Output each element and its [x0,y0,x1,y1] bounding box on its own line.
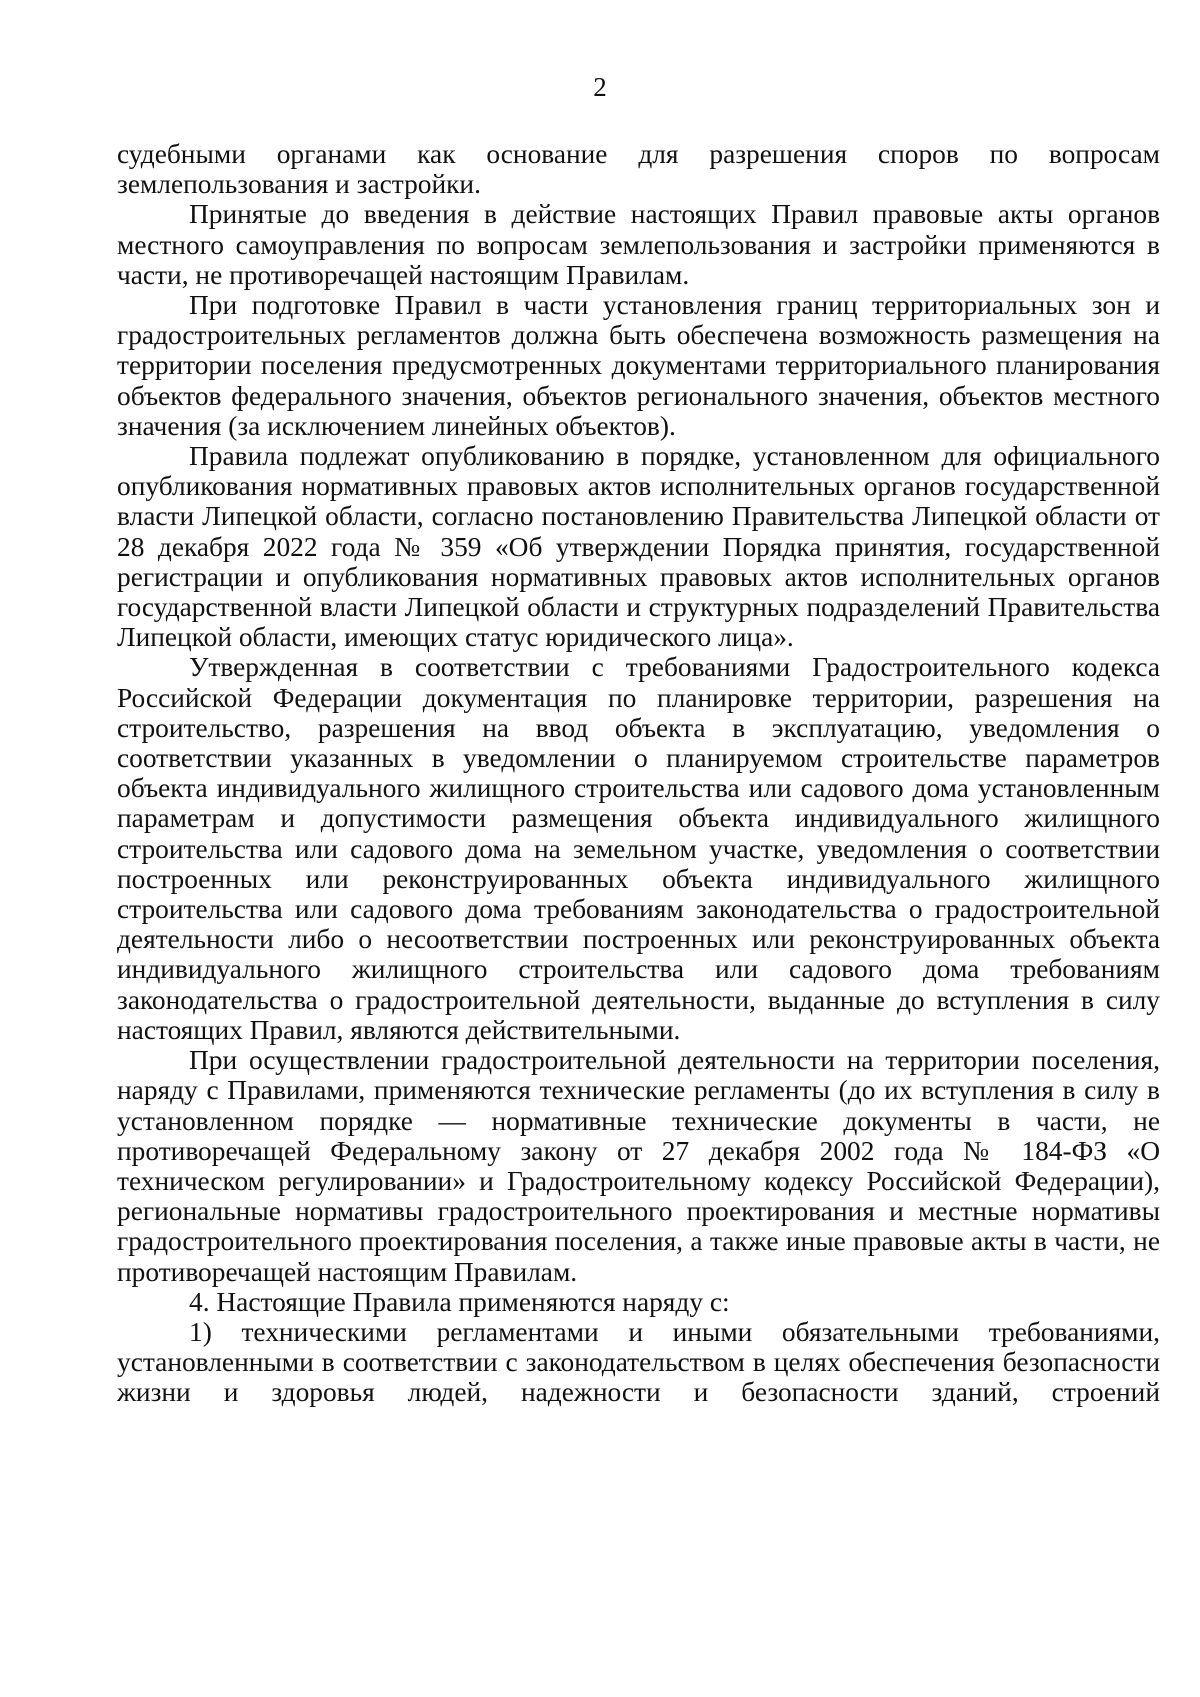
paragraph-continuation: судебными органами как основание для разрешения споров по вопросам землепользования и застройки. [117,139,1160,200]
paragraph-validity-of-documents: Утвержденная в соответствии с требованиями Градостроительного кодекса Российской Федерации документация по планировке территории, разрешения на строительство, разрешения на ввод объекта в эксплуатацию, уведомления о соответствии указанных в уведомлении о планируемом строительстве параметров объекта индивидуального жилищного строительства или садового дома установленным параметрам и допустимости размещения объекта индивидуального жилищного строительства или садового дома на земельном участке, уведомления о соответствии построенных или реконструированных объекта индивидуального жилищного строительства или садового дома требованиям законодательства о градостроительной деятельности либо о несоответствии построенных или реконструированных объекта индивидуального жилищного строительства или садового дома требованиям законодательства о градостроительной деятельности, выданные до вступления в силу настоящих Правил, являются действительными. [117,652,1160,1045]
page-number: 2 [593,72,607,102]
paragraph-publication: Правила подлежат опубликованию в порядке, установленном для официального опубликования нормативных правовых актов исполнительных органов государственной власти Липецкой области, согласно постановлению Правительства Липецкой области от 28 декабря 2022 года № 359 «Об утверждении Порядка принятия, государственной регистрации и опубликования нормативных правовых актов исполнительных органов государственной власти Липецкой области и структурных подразделений Правительства Липецкой области, имеющих статус юридического лица». [117,441,1160,653]
paragraph-legal-acts: Принятые до введения в действие настоящих Правил правовые акты органов местного самоуправления по вопросам землепользования и застройки применяются в части, не противоречащей настоящим Правилам. [117,199,1160,290]
paragraph-subitem-1: 1) техническими регламентами и иными обязательными требованиями, установленными в соответствии с законодательством в целях обеспечения безопасности жизни и здоровья людей, надежности и безопасности зданий, строений [117,1316,1160,1408]
paragraph-item-4: 4. Настоящие Правила применяются наряду с: [189,1286,730,1317]
document-body [117,139,1160,1408]
paragraph-technical-regulations: При осуществлении градостроительной деятельности на территории поселения, наряду с Правилами, применяются технические регламенты (до их вступления в силу в установленном порядке — нормативные технические документы в части, не противоречащей Федеральному закону от 27 декабря 2002 года № 184-ФЗ «О техническом регулировании» и Градостроительному кодексу Российской Федерации), региональные нормативы градостроительного проектирования и местные нормативы градостроительного проектирования поселения, а также иные правовые акты в части, не противоречащей настоящим Правилам. [117,1045,1160,1287]
paragraph-territorial-zones: При подготовке Правил в части установления границ территориальных зон и градостроительных регламентов должна быть обеспечена возможность размещения на территории поселения предусмотренных документами территориального планирования объектов федерального значения, объектов регионального значения, объектов местного значения (за исключением линейных объектов). [117,290,1160,441]
